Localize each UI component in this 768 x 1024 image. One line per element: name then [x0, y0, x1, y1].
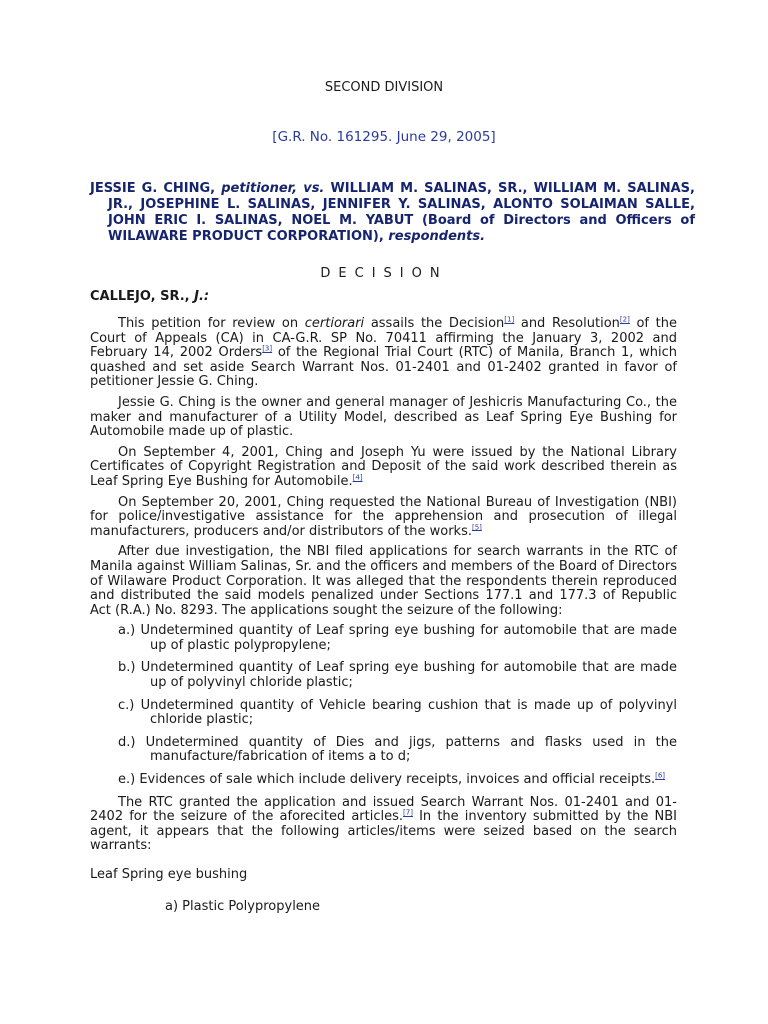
p1-text-d: and Resolution	[514, 316, 620, 331]
p6-text-a: The RTC granted the application and issued Search Warrant Nos. 01-2401 and 01-2402 for the seizure of the aforecited articles.	[90, 794, 677, 825]
p1-text-a: This petition for review on	[118, 316, 305, 331]
p1-certiorari: certiorari	[304, 316, 365, 331]
respondent-names: WILLIAM M. SALINAS, SR., WILLIAM M. SALINAS, JR., JOSEPHINE L. SALINAS, JENNIFER Y. SALINAS, ALONTO SOLAIMAN SALLE, JOHN ERIC I. SALINAS, NOEL M. YABUT (Board of Directors and Officers of WILAWARE PRODUCT CORPORATION),	[108, 181, 695, 244]
footnote-link-1[interactable]: [1]	[504, 315, 515, 324]
petitioner-name: JESSIE G. CHING,	[90, 181, 216, 196]
ponente	[90, 289, 209, 304]
inventory-heading: Leaf Spring eye bushing	[90, 867, 248, 882]
ponente-title: J.:	[194, 289, 210, 304]
footnote-link-3[interactable]: [3]	[262, 344, 273, 353]
paragraph-4	[90, 496, 677, 540]
list-item-e-text: e.) Evidences of sale which include delivery receipts, invoices and official receipts.	[118, 772, 656, 788]
footnote-link-7[interactable]: [7]	[403, 808, 413, 817]
paragraph-1	[90, 317, 677, 390]
petitioner-role: petitioner, vs.	[221, 181, 325, 196]
decision-heading: DECISION	[320, 266, 448, 281]
footnote-link-4[interactable]: [4]	[352, 473, 363, 482]
list-item: a.) Undetermined quantity of Leaf spring eye bushing for automobile that are made up of plastic polypropylene;	[118, 623, 677, 653]
footnote-link-2[interactable]: [2]	[619, 315, 630, 324]
p3-text: On September 4, 2001, Ching and Joseph Yu were issued by the National Library Certificates of Copyright Registration and Deposit of the said work described therein as Leaf Spring Eye Bushing for Automobile.	[90, 444, 677, 489]
paragraph-3	[90, 446, 677, 490]
decision-body	[90, 317, 677, 914]
respondent-role: respondents.	[388, 229, 486, 244]
p1-text-c: assails the Decision	[364, 316, 505, 331]
paragraph-5: After due investigation, the NBI filed applications for search warrants in the RTC of Manila against William Salinas, Sr. and the officers and members of the Board of Directors of Wilaware Product Corporation. It was alleged that the respondents therein reproduced and distributed the said models penalized under Sections 177.1 and 177.3 of Republic Act (R.A.) No. 8293. The applications sought the seizure of the following:	[90, 544, 677, 618]
ponente-name: CALLEJO, SR.,	[90, 289, 190, 304]
paragraph-2: Jessie G. Ching is the owner and general manager of Jeshicris Manufacturing Co., the maker and manufacturer of a Utility Model, described as Leaf Spring Eye Bushing for Automobile made up of plastic.	[90, 394, 677, 440]
footnote-link-5[interactable]: [5]	[471, 523, 482, 532]
seizure-list	[90, 624, 677, 787]
list-item: b.) Undetermined quantity of Leaf spring eye bushing for automobile that are made up of polyvinyl chloride plastic;	[118, 660, 677, 691]
p4-text: On September 20, 2001, Ching requested the National Bureau of Investigation (NBI) for police/investigative assistance for the apprehension and prosecution of illegal manufacturers, producers and/or distributors of the works.	[90, 494, 677, 539]
p1-text-f: of the Regional Trial Court (RTC) of Manila, Branch 1, which quashed and set aside Search Warrant Nos. 01-2401 and 01-2402 granted in favor of petitioner Jessie G. Ching.	[90, 345, 677, 390]
case-parties	[90, 181, 695, 245]
gr-number-link[interactable]: [G.R. No. 161295. June 29, 2005]	[272, 129, 496, 145]
inventory-subitem: a) Plastic Polypropylene	[165, 898, 321, 914]
list-item: d.) Undetermined quantity of Dies and jigs, patterns and flasks used in the manufacture/fabrication of items a to d;	[118, 734, 677, 765]
list-item: c.) Undetermined quantity of Vehicle bearing cushion that is made up of polyvinyl chloride plastic;	[118, 697, 677, 728]
footnote-link-6[interactable]: [6]	[655, 771, 666, 780]
division-label: SECOND DIVISION	[324, 80, 444, 95]
p6-text-b: In the inventory submitted by the NBI agent, it appears that the following articles/items were seized based on the search warrants:	[90, 809, 677, 854]
paragraph-6	[90, 796, 677, 854]
list-item	[118, 773, 677, 788]
p1-text-e: of the Court of Appeals (CA) in CA-G.R. SP No. 70411 affirming the January 3, 2002 and February 14, 2002 Orders	[90, 316, 677, 361]
